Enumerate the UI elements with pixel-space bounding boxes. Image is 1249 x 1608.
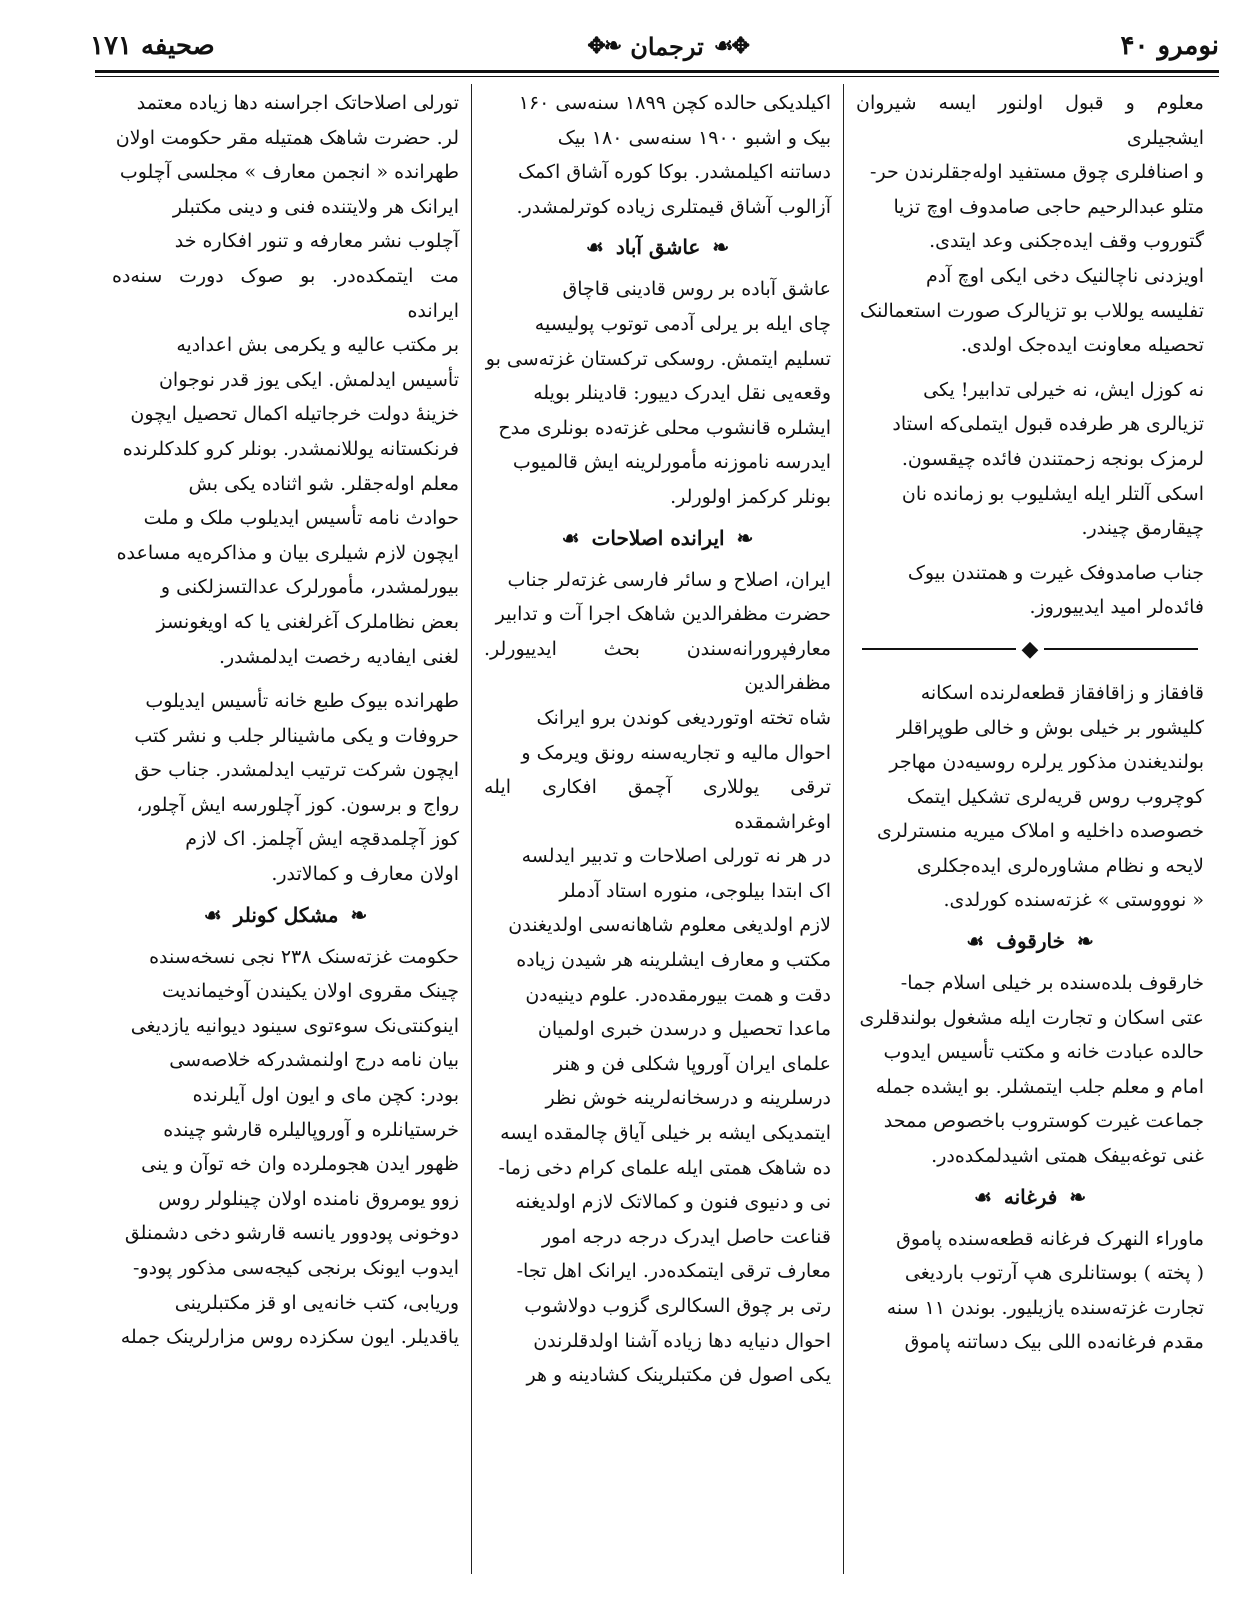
text-line: بولندیغندن مذکور یرلره روسیه‌دن مهاجر [889, 751, 1204, 774]
section-divider [856, 637, 1204, 662]
text-line: غنی توغه‌بیفک همتی اشیدلمکده‌در. [931, 1145, 1204, 1168]
section-heading-ashkabad: ❧ عاشق آباد ☙ [484, 230, 831, 264]
article-tehran-press [112, 684, 459, 892]
text-line: بیان نامه درج اولنمشدرکه خلاصه‌سی [169, 1049, 459, 1072]
text-line: تجارت غزته‌سنده یازیلیور. بوندن ۱۱ سنه [886, 1296, 1204, 1319]
text-line: عتی اسکان و تجارت ایله مشغول بولندقلری [859, 1006, 1204, 1029]
text-line: ایتمدیکی ایشه بر خیلی آیاق چالمقده ایسه [500, 1122, 831, 1145]
text-line: بیک و اشبو ۱۹۰۰ سنه‌سی ۱۸۰ بیک [557, 126, 831, 149]
column-middle [472, 84, 844, 1574]
text-line: ایچون لازم شیلری بیان و مذاکره‌یه مساعده [116, 541, 459, 564]
text-line: آچلوب نشر معارفه و تنور افکاره خد [174, 230, 459, 253]
text-line: علمای ایران آوروپا شکلی فن و هنر [553, 1052, 831, 1075]
text-line: ایدرسه ناموزنه مأمورلرینه ایش قالمیوب [512, 451, 831, 474]
ornament-icon: ❧ [1069, 1184, 1087, 1209]
text-line: حوادث نامه تأسیس ایدیلوب ملک و ملت [143, 507, 459, 530]
ornament-right-icon: ☙✥ [713, 33, 748, 59]
text-line: جناب صامدوفک غیرت و همتندن بیوک [907, 561, 1204, 584]
text-line: دوخونی پودوور یانسه قارشو دخی دشمنلق [124, 1222, 459, 1245]
text-line: شاه تخته اوتوردیغی کوندن برو ایرانک [536, 706, 831, 729]
text-line: معلم اوله‌جقلر. شو اثناده یکی بش [188, 472, 459, 495]
text-line: بر مکتب عالیه و یکرمی بش اعدادیه [176, 334, 459, 357]
text-line: طهرانده بیوک طبع خانه تأسیس ایدیلوب [145, 690, 459, 713]
section-heading-iran: ❧ ایرانده اصلاحات ☙ [484, 521, 831, 555]
text-line: جماعت غیرت کوستروب باخصوص ممحد [883, 1110, 1204, 1133]
text-line: چیقارمق چیندر. [1081, 517, 1204, 540]
text-line: تزیالری هر طرفده قبول ایتملی‌که استاد [892, 413, 1204, 436]
text-line: گتوروب وقف ایده‌جکنی وعد ایتدی. [929, 230, 1204, 253]
column-right [844, 84, 1216, 1574]
text-line: ایرانک هر ولایتنده فنی و دینی مکتبلر [172, 195, 459, 218]
text-line: وقعه‌یی نقل ایدرک دییور: قادینلر بویله [533, 382, 831, 405]
article-difficult-days [112, 940, 459, 1355]
newspaper-title: ترجمان [630, 31, 704, 61]
commentary [856, 373, 1204, 546]
text-line: یاقدیلر. ایون سکزده روس مزارلرینک جمله [120, 1326, 459, 1349]
ornament-icon: ❧ [712, 235, 730, 260]
text-line: خارقوف بلده‌سنده بر خیلی اسلام جما- [900, 972, 1204, 995]
text-line: امام و معلم جلب ایتمشلر. بو ایشده جمله [875, 1075, 1204, 1098]
article-caucasus [856, 676, 1204, 918]
commentary-hope [856, 556, 1204, 625]
text-line: قناعت حاصل ایدرک درجه درجه امور [541, 1225, 831, 1248]
article-iran [484, 563, 831, 1393]
text-line: احوال مالیه و تجاریه‌سنه رونق ویرمک و [521, 741, 831, 764]
section-heading-fergana: ❧ فرغانه ☙ [856, 1180, 1204, 1214]
text-line: اویزدنی ناچالنیک دخی ایکی اوچ آدم [925, 264, 1204, 287]
text-line: تحصیله معاونت ایده‌جک اولدی. [961, 334, 1204, 357]
text-line: « نوووستی » غزته‌سنده کورلدی. [943, 889, 1204, 912]
text-line: ماوراء النهرک فرغانه قطعه‌سنده پاموق [896, 1227, 1204, 1250]
text-line: مکتب و معارف ایشلرینه هر شیدن زیاده [516, 949, 831, 972]
ornament-icon: ❧ [1076, 929, 1094, 954]
text-line: ترقی یوللاری آچمق افکاری ایله اوغراشمقده [484, 776, 831, 833]
header-rule-thin [95, 76, 1219, 77]
text-line: تورلی اصلاحاتک اجراسنه دها زیاده معتمد [136, 92, 459, 114]
header-rule [95, 70, 1219, 73]
text-line: رتی بر چوق السکالری گزوب دولاشوب [524, 1295, 831, 1317]
text-line: لغنی ایفادیه رخصت ایدلمشدر. [218, 645, 459, 668]
text-line: بودر: کچن مای و ایون اول آیلرنده [192, 1084, 459, 1107]
text-line: ماعدا تحصیل و درسدن خبری اولمیان [537, 1018, 831, 1041]
text-line: تأسیس ایدلمش. ایکی یوز قدر نوجوان [158, 368, 459, 391]
text-line: خرستیانلره و آوروپالیلره قارشو چینده [163, 1118, 459, 1141]
text-line: چای ایله بر یرلی آدمی توتوب پولیسیه [534, 312, 831, 335]
text-line: خصوصده داخلیه و املاک میریه منسترلری [876, 820, 1204, 843]
text-line: بیورلمشدر، مأمورلرک عدالتسزلکنی و [160, 576, 459, 599]
ornament-icon: ☙ [585, 235, 604, 260]
masthead [587, 32, 748, 61]
text-line: معارف ترقی ایتمکده‌در. ایرانک اهل تجا- [516, 1260, 831, 1283]
text-line: وریابی، کتب خانه‌یی او قز مکتبلرینی [174, 1291, 459, 1314]
text-line: کوچروب روس قریه‌لری تشکیل ایتمک [906, 785, 1204, 808]
ornament-left-icon: ✥❧ [587, 33, 621, 59]
text-line: و اصنافلری چوق مستفید اوله‌جقلرندن حر- [870, 161, 1204, 184]
text-line: کوز آچلمدقچه ایش آچلمز. اک لازم [185, 828, 459, 851]
text-line: اسکی آلتلر ایله ایشلیوب بو زمانده نان [901, 482, 1204, 505]
text-line: تسلیم ایتمش. روسکی ترکستان غزته‌سی بو [485, 347, 831, 370]
text-line: آزالوب آشاق قیمتلری زیاده کوترلمشدر. [516, 195, 831, 218]
text-line: زوو یومروق نامنده اولان چینلولر روس [158, 1187, 459, 1210]
ornament-icon: ☙ [203, 902, 222, 927]
text-line: چینک مقروی اولان یکیندن آوخیماندیت [161, 980, 459, 1003]
article-fergana [856, 1222, 1204, 1360]
issue-number: نومرو ۴۰ [1120, 31, 1219, 61]
column-left [100, 84, 472, 1574]
text-line: طهرانده « انجمن معارف » مجلسی آچلوب [119, 161, 459, 184]
text-line: احوال دنیایه دها زیاده آشنا اولدقلرندن [533, 1329, 831, 1352]
diamond-ornament-icon: ◆ [1021, 636, 1039, 662]
article-fergana-cont [484, 86, 831, 224]
text-line: ایران، اصلاح و سائر فارسی غزته‌لر جناب [507, 568, 831, 591]
text-line: حالده عبادت خانه و مکتب تأسیس ایدوب [883, 1041, 1204, 1064]
text-line: لرمزک بونجه زحمتندن فائده چیقسون. [901, 447, 1204, 470]
ornament-icon: ☙ [973, 1184, 992, 1209]
text-line: لازم اولدیغی معلوم شاهانه‌سی اولدیغندن [508, 914, 831, 937]
columns [98, 84, 1216, 1574]
text-line: حکومت غزته‌سنک ۲۳۸ نجی نسخه‌سنده [149, 945, 459, 968]
text-line: ( پخته ) بوستانلری هپ آرتوب باردیغی [904, 1262, 1204, 1285]
text-line: ایشلره قانشوب محلی غزته‌ده بونلری مدح [498, 416, 831, 439]
article-iran-cont [112, 86, 459, 674]
text-line: مقدم فرغانه‌ده اللی بیک دساتنه پاموق [904, 1331, 1204, 1354]
text-line: ده شاهک همتی ایله علمای کرام دخی زما- [498, 1156, 831, 1179]
text-line: حروفات و یکی ماشینالر جلب و نشر کتب [134, 724, 459, 747]
text-line: اک ابتدا بیلوجی، منوره استاد آدملر [559, 879, 831, 902]
text-line: تفلیسه یوللاب بو تزیالرک صورت استعمالنک [859, 299, 1204, 322]
ornament-icon: ❧ [736, 525, 754, 550]
page-number: صحیفه ۱۷۱ [90, 31, 215, 61]
text-line: معلوم و قبول اولنور ایسه شیروان ایشجیلری [856, 92, 1204, 149]
ornament-icon: ☙ [561, 525, 580, 550]
text-line: اولان معارف و کمالاتدر. [271, 863, 459, 886]
text-line: در هر نه تورلی اصلاحات و تدبیر ایدلسه [521, 845, 831, 868]
text-line: کلیشور بر خیلی بوش و خالی طوپراقلر [896, 716, 1204, 739]
text-line: خزینهٔ دولت خرجاتیله اکمال تحصیل ایچون [130, 403, 459, 426]
text-line: لایحه و نظام مشاوره‌لری ایده‌جکلری [916, 854, 1204, 877]
text-line: ایدوب ایونک برنجی کیجه‌سی مذکور پودو- [133, 1257, 459, 1279]
text-line: معارفپرورانه‌سندن بحث ایدییورلر. مظفرالدین [484, 637, 831, 695]
text-line: عاشق آباده بر روس قادینی قاچاق [562, 278, 831, 301]
text-line: دقت و همت بیورمقده‌در. علوم دینیه‌دن [525, 983, 831, 1006]
text-line: اکیلدیکی حالده کچن ۱۸۹۹ سنه‌سی ۱۶۰ [518, 92, 831, 114]
text-line: فائده‌لر امید ایدییوروز. [1029, 596, 1204, 619]
text-line: بعض نظاملرک آغرلغنی یا که اویغونسز [156, 610, 459, 633]
text-line: ظهور ایدن هجوملرده وان خه توآن و ینی [141, 1153, 459, 1176]
article-kharquf [856, 966, 1204, 1174]
text-line: حضرت مظفرالدین شاهک اجرا آت و تدابیر [495, 603, 831, 626]
text-line: اینوکنتی‌نک سوءتوی سینود دیوانیه یازدیغی [130, 1014, 459, 1037]
text-line: ایچون شرکت ترتیب ایدلمشدر. جناب حق [134, 759, 459, 782]
ornament-icon: ❧ [350, 902, 368, 927]
article-tiflis-end [856, 86, 1204, 363]
text-line: یکی اصول فن مکتبلرینک کشادینه و هر [526, 1364, 831, 1387]
article-ashkabad [484, 272, 831, 514]
text-line: مت ایتمکده‌در. بو صوک دورت سنه‌ده ایرانده [112, 264, 459, 322]
text-line: فرنکستانه یوللانمشدر. بونلر کرو کلدکلرنده [122, 437, 459, 460]
text-line: بونلر کرکمز اولورلر. [670, 485, 831, 508]
text-line: قافقاز و زاقافقاز قطعه‌لرنده اسکانه [920, 681, 1204, 704]
text-line: لر. حضرت شاهک همتیله مقر حکومت اولان [115, 126, 459, 149]
text-line: نی و دنیوی فنون و کمالاتک لازم اولدیغنه [515, 1191, 831, 1214]
text-line: دساتنه اکیلمشدر. بوکا کوره آشاق اکمک [517, 161, 831, 184]
text-line: درسلرینه و درسخانه‌لرینه خوش نظر [545, 1087, 831, 1110]
section-heading-difficult-days: ❧ مشکل کونلر ☙ [112, 898, 459, 932]
text-line: رواج و برسون. کوز آچلورسه ایش آچلور، [136, 793, 459, 816]
text-line: متلو عبدالرحیم حاجی صامدوف اوچ تزیا [893, 195, 1204, 218]
text-line: نه کوزل ایش، نه خیرلی تدابیر! یکی [923, 378, 1204, 401]
ornament-icon: ☙ [966, 929, 985, 954]
page-header [90, 22, 1219, 70]
section-heading-kharquf: ❧ خارقوف ☙ [856, 924, 1204, 958]
